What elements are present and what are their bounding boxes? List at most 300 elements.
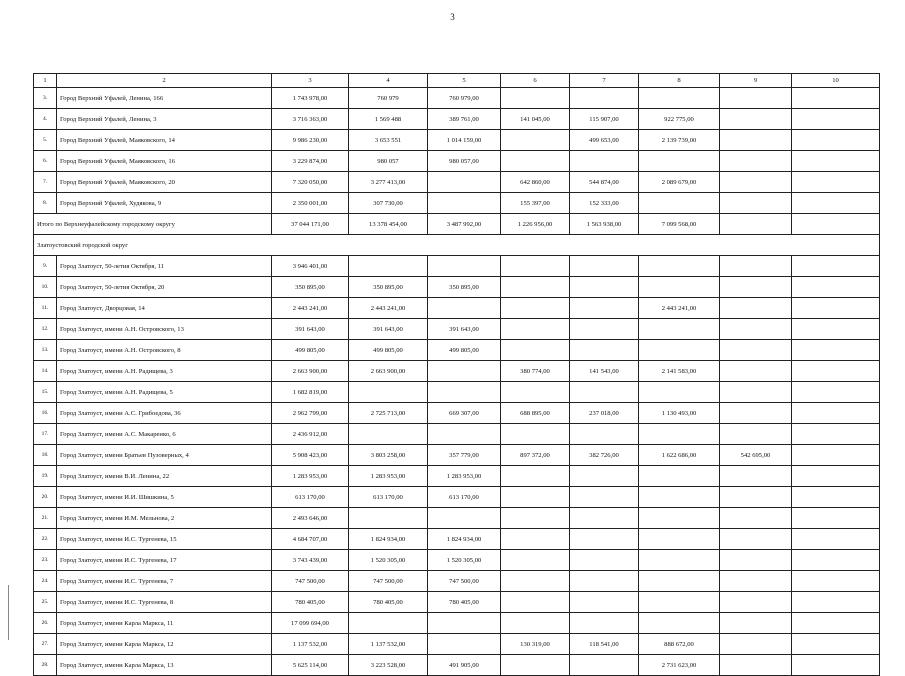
amount-cell bbox=[720, 277, 792, 298]
amount-cell: 499 805,00 bbox=[428, 340, 501, 361]
amount-cell bbox=[792, 508, 880, 529]
row-number: 28. bbox=[34, 655, 57, 676]
amount-cell bbox=[792, 130, 880, 151]
column-header: 9 bbox=[720, 74, 792, 88]
amount-cell: 1 520 305,00 bbox=[349, 550, 428, 571]
table-row bbox=[34, 466, 880, 487]
amount-cell bbox=[792, 151, 880, 172]
table-row bbox=[34, 277, 880, 298]
amount-cell: 1 824 934,00 bbox=[428, 529, 501, 550]
amount-cell bbox=[720, 487, 792, 508]
address-cell: Город Златоуст, имени А.С. Грибоедова, 36 bbox=[57, 403, 272, 424]
amount-cell bbox=[501, 277, 570, 298]
amount-cell bbox=[720, 424, 792, 445]
amount-cell bbox=[792, 592, 880, 613]
row-number: 14. bbox=[34, 361, 57, 382]
amount-cell bbox=[501, 487, 570, 508]
table-row bbox=[34, 655, 880, 676]
address-cell: Город Златоуст, имени Братьев Пузоверных, 4 bbox=[57, 445, 272, 466]
amount-cell: 2 962 799,00 bbox=[272, 403, 349, 424]
amount-cell bbox=[639, 382, 720, 403]
amount-cell: 2 350 001,00 bbox=[272, 193, 349, 214]
amount-cell bbox=[639, 151, 720, 172]
amount-cell bbox=[720, 193, 792, 214]
amount-cell bbox=[639, 529, 720, 550]
amount-cell bbox=[501, 382, 570, 403]
row-number: 11. bbox=[34, 298, 57, 319]
amount-cell: 5 625 114,00 bbox=[272, 655, 349, 676]
table-row bbox=[34, 592, 880, 613]
amount-cell bbox=[792, 382, 880, 403]
amount-cell bbox=[570, 277, 639, 298]
amount-cell: 350 895,00 bbox=[428, 277, 501, 298]
amount-cell: 237 018,00 bbox=[570, 403, 639, 424]
amount-cell bbox=[639, 592, 720, 613]
amount-cell: 4 684 707,00 bbox=[272, 529, 349, 550]
amount-cell bbox=[428, 382, 501, 403]
column-header: 3 bbox=[272, 74, 349, 88]
amount-cell: 922 775,00 bbox=[639, 109, 720, 130]
row-number: 6. bbox=[34, 151, 57, 172]
amount-cell bbox=[792, 655, 880, 676]
row-number: 8. bbox=[34, 193, 57, 214]
address-cell: Город Златоуст, имени А.Н. Радищева, 3 bbox=[57, 361, 272, 382]
address-cell: Город Златоуст, имени В.И. Ленина, 22 bbox=[57, 466, 272, 487]
amount-cell bbox=[720, 529, 792, 550]
amount-cell: 1 622 686,00 bbox=[639, 445, 720, 466]
amount-cell: 3 229 874,00 bbox=[272, 151, 349, 172]
amount-cell bbox=[570, 592, 639, 613]
address-cell: Город Златоуст, 50-летия Октября, 20 bbox=[57, 277, 272, 298]
amount-cell bbox=[792, 256, 880, 277]
address-cell: Город Верхний Уфалей, Ленина, 3 bbox=[57, 109, 272, 130]
amount-cell: 1 824 934,00 bbox=[349, 529, 428, 550]
amount-cell: 3 653 551 bbox=[349, 130, 428, 151]
amount-cell bbox=[501, 508, 570, 529]
amount-cell bbox=[428, 424, 501, 445]
table-row bbox=[34, 361, 880, 382]
amount-cell bbox=[792, 424, 880, 445]
amount-cell bbox=[639, 193, 720, 214]
amount-cell bbox=[720, 403, 792, 424]
amount-cell: 391 643,00 bbox=[428, 319, 501, 340]
amount-cell: 2 443 241,00 bbox=[272, 298, 349, 319]
address-cell: Город Златоуст, Дворцовая, 14 bbox=[57, 298, 272, 319]
row-number: 13. bbox=[34, 340, 57, 361]
amount-cell: 542 695,00 bbox=[720, 445, 792, 466]
amount-cell bbox=[501, 256, 570, 277]
column-header: 1 bbox=[34, 74, 57, 88]
table-row bbox=[34, 487, 880, 508]
amount-cell: 1 130 493,00 bbox=[639, 403, 720, 424]
amount-cell bbox=[570, 466, 639, 487]
amount-cell: 613 170,00 bbox=[349, 487, 428, 508]
amount-cell bbox=[570, 550, 639, 571]
table-row bbox=[34, 424, 880, 445]
total-cell: 1 226 956,00 bbox=[501, 214, 570, 235]
amount-cell bbox=[720, 382, 792, 403]
amount-cell: 1 014 159,00 bbox=[428, 130, 501, 151]
table-row bbox=[34, 529, 880, 550]
table-row bbox=[34, 109, 880, 130]
address-cell: Город Верхний Уфалей, Маяковского, 16 bbox=[57, 151, 272, 172]
amount-cell bbox=[720, 319, 792, 340]
table-row bbox=[34, 151, 880, 172]
row-number: 5. bbox=[34, 130, 57, 151]
amount-cell bbox=[639, 340, 720, 361]
amount-cell bbox=[720, 466, 792, 487]
section-label: Златоустовский городской округ bbox=[34, 235, 880, 256]
address-cell: Город Златоуст, имени А.Н. Островского, 8 bbox=[57, 340, 272, 361]
amount-cell bbox=[792, 109, 880, 130]
row-number: 9. bbox=[34, 256, 57, 277]
page-number: 3 bbox=[450, 12, 455, 22]
amount-cell: 3 716 363,00 bbox=[272, 109, 349, 130]
amount-cell: 17 099 694,00 bbox=[272, 613, 349, 634]
amount-cell bbox=[501, 592, 570, 613]
amount-cell: 642 860,00 bbox=[501, 172, 570, 193]
amount-cell bbox=[720, 571, 792, 592]
table-row bbox=[34, 340, 880, 361]
amount-cell: 669 307,00 bbox=[428, 403, 501, 424]
amount-cell bbox=[792, 613, 880, 634]
amount-cell: 747 500,00 bbox=[349, 571, 428, 592]
amount-cell: 499 805,00 bbox=[272, 340, 349, 361]
amount-cell bbox=[639, 571, 720, 592]
amount-cell bbox=[428, 361, 501, 382]
amount-cell bbox=[501, 529, 570, 550]
total-label: Итого по Верхнеуфалейскому городскому округу bbox=[34, 214, 272, 235]
row-number: 19. bbox=[34, 466, 57, 487]
amount-cell bbox=[792, 298, 880, 319]
amount-cell: 391 643,00 bbox=[349, 319, 428, 340]
amount-cell: 747 500,00 bbox=[428, 571, 501, 592]
amount-cell: 780 405,00 bbox=[349, 592, 428, 613]
amount-cell: 2 443 241,00 bbox=[349, 298, 428, 319]
amount-cell bbox=[349, 256, 428, 277]
table-row bbox=[34, 508, 880, 529]
amount-cell bbox=[428, 613, 501, 634]
amount-cell: 980 057 bbox=[349, 151, 428, 172]
amount-cell bbox=[720, 172, 792, 193]
table-row bbox=[34, 403, 880, 424]
amount-cell: 115 907,00 bbox=[570, 109, 639, 130]
total-cell: 13 378 454,00 bbox=[349, 214, 428, 235]
row-number: 17. bbox=[34, 424, 57, 445]
amount-cell: 357 779,00 bbox=[428, 445, 501, 466]
amount-cell: 2 089 679,00 bbox=[639, 172, 720, 193]
amount-cell: 760 979,00 bbox=[428, 88, 501, 109]
table-row bbox=[34, 88, 880, 109]
amount-cell bbox=[501, 319, 570, 340]
amount-cell: 155 397,00 bbox=[501, 193, 570, 214]
amount-cell: 760 979 bbox=[349, 88, 428, 109]
amount-cell: 9 986 230,00 bbox=[272, 130, 349, 151]
table-row bbox=[34, 256, 880, 277]
table-row bbox=[34, 298, 880, 319]
amount-cell bbox=[501, 130, 570, 151]
amount-cell bbox=[570, 529, 639, 550]
table-row bbox=[34, 571, 880, 592]
table-row bbox=[34, 172, 880, 193]
amount-cell bbox=[501, 424, 570, 445]
amount-cell bbox=[792, 340, 880, 361]
amount-cell: 613 170,00 bbox=[428, 487, 501, 508]
amount-cell: 2 663 900,00 bbox=[349, 361, 428, 382]
amount-cell bbox=[720, 130, 792, 151]
amount-cell: 688 895,00 bbox=[501, 403, 570, 424]
amount-cell bbox=[720, 109, 792, 130]
amount-cell bbox=[720, 655, 792, 676]
amount-cell bbox=[720, 550, 792, 571]
amount-cell bbox=[720, 340, 792, 361]
row-number: 25. bbox=[34, 592, 57, 613]
amount-cell: 350 895,00 bbox=[272, 277, 349, 298]
row-number: 22. bbox=[34, 529, 57, 550]
amount-cell: 780 405,00 bbox=[428, 592, 501, 613]
amount-cell: 1 137 532,00 bbox=[349, 634, 428, 655]
amount-cell: 2 493 646,00 bbox=[272, 508, 349, 529]
margin-line bbox=[8, 585, 9, 640]
amount-cell: 2 139 739,00 bbox=[639, 130, 720, 151]
address-cell: Город Златоуст, имени А.С. Макаренко, 6 bbox=[57, 424, 272, 445]
amount-cell bbox=[720, 88, 792, 109]
total-cell: 1 563 938,00 bbox=[570, 214, 639, 235]
address-cell: Город Златоуст, имени А.Н. Радищева, 5 bbox=[57, 382, 272, 403]
amount-cell bbox=[349, 613, 428, 634]
address-cell: Город Верхний Уфалей, Маяковского, 14 bbox=[57, 130, 272, 151]
row-number: 4. bbox=[34, 109, 57, 130]
table-row bbox=[34, 634, 880, 655]
amount-cell bbox=[639, 88, 720, 109]
amount-cell: 2 663 900,00 bbox=[272, 361, 349, 382]
amount-cell bbox=[639, 613, 720, 634]
amount-cell bbox=[570, 508, 639, 529]
address-cell: Город Златоуст, имени Карла Маркса, 13 bbox=[57, 655, 272, 676]
table-header-row bbox=[34, 74, 880, 88]
amount-cell bbox=[720, 634, 792, 655]
amount-cell: 3 277 413,00 bbox=[349, 172, 428, 193]
amount-cell bbox=[720, 151, 792, 172]
amount-cell bbox=[792, 634, 880, 655]
amount-cell: 499 653,00 bbox=[570, 130, 639, 151]
amount-cell bbox=[639, 508, 720, 529]
amount-cell: 499 805,00 bbox=[349, 340, 428, 361]
amount-cell bbox=[639, 550, 720, 571]
amount-cell bbox=[570, 382, 639, 403]
column-header: 8 bbox=[639, 74, 720, 88]
section-row bbox=[34, 235, 880, 256]
amount-cell bbox=[501, 613, 570, 634]
amount-cell bbox=[428, 634, 501, 655]
amount-cell: 3 743 439,00 bbox=[272, 550, 349, 571]
row-number: 24. bbox=[34, 571, 57, 592]
amount-cell: 2 725 713,00 bbox=[349, 403, 428, 424]
amount-cell bbox=[720, 592, 792, 613]
amount-cell bbox=[720, 508, 792, 529]
address-cell: Город Златоуст, имени И.С. Тургенева, 8 bbox=[57, 592, 272, 613]
amount-cell: 5 908 423,00 bbox=[272, 445, 349, 466]
amount-cell: 1 520 305,00 bbox=[428, 550, 501, 571]
column-header: 10 bbox=[792, 74, 880, 88]
row-number: 20. bbox=[34, 487, 57, 508]
amount-cell: 1 283 953,00 bbox=[349, 466, 428, 487]
amount-cell: 7 320 050,00 bbox=[272, 172, 349, 193]
amount-cell bbox=[639, 277, 720, 298]
table-row bbox=[34, 319, 880, 340]
amount-cell bbox=[428, 172, 501, 193]
amount-cell bbox=[792, 529, 880, 550]
amount-cell bbox=[792, 571, 880, 592]
table-row bbox=[34, 550, 880, 571]
address-cell: Город Златоуст, имени И.М. Мельнова, 2 bbox=[57, 508, 272, 529]
amount-cell bbox=[792, 88, 880, 109]
amount-cell bbox=[720, 613, 792, 634]
amount-cell bbox=[639, 424, 720, 445]
amount-cell: 1 743 978,00 bbox=[272, 88, 349, 109]
amount-cell bbox=[570, 655, 639, 676]
amount-cell: 897 372,00 bbox=[501, 445, 570, 466]
amount-cell bbox=[570, 319, 639, 340]
amount-cell: 1 283 953,00 bbox=[272, 466, 349, 487]
amount-cell bbox=[501, 151, 570, 172]
amount-cell bbox=[501, 655, 570, 676]
amount-cell: 1 682 819,00 bbox=[272, 382, 349, 403]
table-row bbox=[34, 193, 880, 214]
amount-cell: 613 170,00 bbox=[272, 487, 349, 508]
amount-cell bbox=[720, 298, 792, 319]
amount-cell bbox=[639, 319, 720, 340]
row-number: 27. bbox=[34, 634, 57, 655]
total-cell: 3 487 992,00 bbox=[428, 214, 501, 235]
amount-cell bbox=[570, 424, 639, 445]
amount-cell bbox=[428, 193, 501, 214]
total-cell: 37 044 171,00 bbox=[272, 214, 349, 235]
address-cell: Город Верхний Уфалей, Маяковского, 20 bbox=[57, 172, 272, 193]
amount-cell: 382 726,00 bbox=[570, 445, 639, 466]
row-number: 16. bbox=[34, 403, 57, 424]
amount-cell: 888 672,00 bbox=[639, 634, 720, 655]
amount-cell bbox=[349, 424, 428, 445]
amount-cell bbox=[349, 508, 428, 529]
amount-cell: 307 730,00 bbox=[349, 193, 428, 214]
amount-cell bbox=[792, 172, 880, 193]
amount-cell bbox=[428, 256, 501, 277]
address-cell: Город Златоуст, имени Карла Маркса, 11 bbox=[57, 613, 272, 634]
amount-cell: 544 874,00 bbox=[570, 172, 639, 193]
amount-cell bbox=[570, 151, 639, 172]
total-cell bbox=[792, 214, 880, 235]
table-row bbox=[34, 613, 880, 634]
amount-cell bbox=[639, 466, 720, 487]
amount-cell: 389 761,00 bbox=[428, 109, 501, 130]
row-number: 23. bbox=[34, 550, 57, 571]
address-cell: Город Верхний Уфалей, Ленина, 166 bbox=[57, 88, 272, 109]
amount-cell: 152 333,00 bbox=[570, 193, 639, 214]
amount-cell bbox=[720, 361, 792, 382]
amount-cell bbox=[570, 340, 639, 361]
row-number: 21. bbox=[34, 508, 57, 529]
row-number: 3. bbox=[34, 88, 57, 109]
amount-cell bbox=[501, 571, 570, 592]
amount-cell bbox=[570, 571, 639, 592]
row-number: 10. bbox=[34, 277, 57, 298]
address-cell: Город Златоуст, имени Карла Маркса, 12 bbox=[57, 634, 272, 655]
column-header: 6 bbox=[501, 74, 570, 88]
total-cell: 7 099 568,00 bbox=[639, 214, 720, 235]
amount-cell bbox=[501, 88, 570, 109]
address-cell: Город Златоуст, имени И.И. Шишкина, 5 bbox=[57, 487, 272, 508]
address-cell: Город Златоуст, имени И.С. Тургенева, 17 bbox=[57, 550, 272, 571]
amount-cell: 491 905,00 bbox=[428, 655, 501, 676]
amount-cell bbox=[792, 550, 880, 571]
amount-cell: 2 436 912,00 bbox=[272, 424, 349, 445]
amount-cell bbox=[792, 361, 880, 382]
row-number: 7. bbox=[34, 172, 57, 193]
table-row bbox=[34, 445, 880, 466]
amount-cell bbox=[792, 466, 880, 487]
total-cell bbox=[720, 214, 792, 235]
amount-cell bbox=[792, 319, 880, 340]
amount-cell: 2 141 583,00 bbox=[639, 361, 720, 382]
table-row bbox=[34, 130, 880, 151]
amount-cell bbox=[428, 298, 501, 319]
address-cell: Город Верхний Уфалей, Худякова, 9 bbox=[57, 193, 272, 214]
amount-cell bbox=[570, 256, 639, 277]
amount-cell: 3 223 528,00 bbox=[349, 655, 428, 676]
amount-cell: 118 541,00 bbox=[570, 634, 639, 655]
amount-cell: 391 643,00 bbox=[272, 319, 349, 340]
amount-cell bbox=[501, 550, 570, 571]
address-cell: Город Златоуст, имени И.С. Тургенева, 15 bbox=[57, 529, 272, 550]
amount-cell bbox=[428, 508, 501, 529]
table-row bbox=[34, 382, 880, 403]
amount-cell bbox=[570, 613, 639, 634]
amount-cell bbox=[792, 277, 880, 298]
row-number: 18. bbox=[34, 445, 57, 466]
amount-cell: 2 731 623,00 bbox=[639, 655, 720, 676]
amount-cell bbox=[570, 88, 639, 109]
amount-cell: 3 803 258,00 bbox=[349, 445, 428, 466]
amount-cell: 380 774,00 bbox=[501, 361, 570, 382]
amount-cell: 780 405,00 bbox=[272, 592, 349, 613]
amount-cell bbox=[349, 382, 428, 403]
column-header: 5 bbox=[428, 74, 501, 88]
amount-cell: 2 443 241,00 bbox=[639, 298, 720, 319]
amount-cell bbox=[570, 487, 639, 508]
amount-cell bbox=[639, 487, 720, 508]
total-row bbox=[34, 214, 880, 235]
amount-cell: 130 319,00 bbox=[501, 634, 570, 655]
amount-cell bbox=[570, 298, 639, 319]
amount-cell: 141 543,00 bbox=[570, 361, 639, 382]
amount-cell: 1 569 488 bbox=[349, 109, 428, 130]
amount-cell bbox=[792, 487, 880, 508]
address-cell: Город Златоуст, 50-летия Октября, 11 bbox=[57, 256, 272, 277]
amount-cell bbox=[792, 403, 880, 424]
amount-cell bbox=[501, 298, 570, 319]
amount-cell bbox=[639, 256, 720, 277]
amount-cell: 141 045,00 bbox=[501, 109, 570, 130]
amount-cell: 1 137 532,00 bbox=[272, 634, 349, 655]
address-cell: Город Златоуст, имени А.Н. Островского, 13 bbox=[57, 319, 272, 340]
amount-cell: 350 895,00 bbox=[349, 277, 428, 298]
column-header: 4 bbox=[349, 74, 428, 88]
amount-cell: 3 946 401,00 bbox=[272, 256, 349, 277]
amount-cell bbox=[792, 193, 880, 214]
amount-cell: 747 500,00 bbox=[272, 571, 349, 592]
amount-cell bbox=[501, 466, 570, 487]
